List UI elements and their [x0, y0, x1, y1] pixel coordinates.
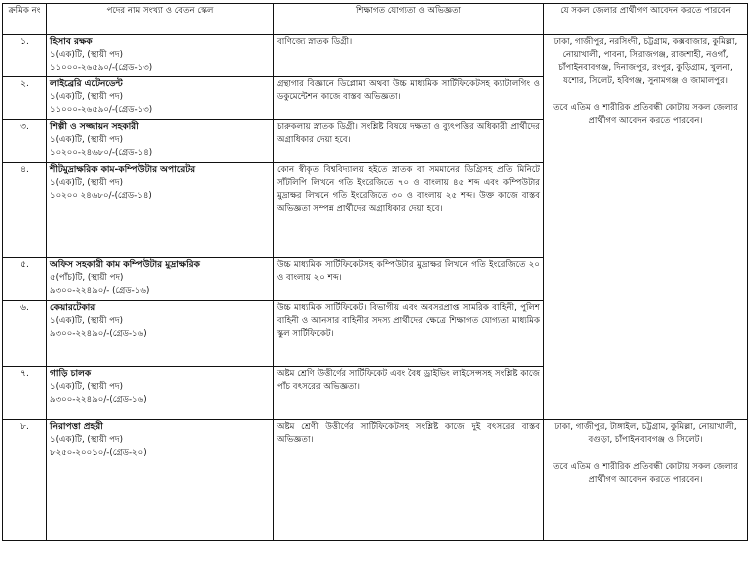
- qualification-cell: গ্রন্থাগার বিজ্ঞানে ডিপ্লোমা অথবা উচ্চ মাধ্যমিক সার্টিফিকেটসহ ক্যাটালগিং ও ডকুমেন্টেশন কাজে বাস্তব অভিজ্ঞতা।: [274, 77, 544, 120]
- pay-scale: ৮২৫০-২০০১০/-(গ্রেড-২০): [50, 448, 147, 458]
- post-cell: [47, 301, 274, 367]
- header-districts: যে সকল জেলার প্রার্থীগণ আবেদন করতে পারবেন: [544, 4, 748, 35]
- serial-cell: ৫.: [3, 258, 47, 301]
- qualification-cell: অষ্টম শ্রেণী উত্তীর্ণের সার্টিফিকেটসহ সংশ্লিষ্ট কাজে দুই বৎসরের বাস্তব অভিজ্ঞতা।: [274, 420, 544, 541]
- post-count: ১(এক)টি, (স্থায়ী পদ): [50, 382, 123, 392]
- serial-cell: ১.: [3, 35, 47, 77]
- post-count: ১(এক)টি, (স্থায়ী পদ): [50, 50, 123, 60]
- district-list: ঢাকা, গাজীপুর, টাঙ্গাইল, চট্টগ্রাম, কুমিল্লা, নোয়াখালী, বগুড়া, চাঁপাইনবাবগঞ্জ ও সিলেট।: [554, 422, 737, 445]
- district-cell-group-2: [544, 420, 748, 541]
- serial-cell: ৬.: [3, 301, 47, 367]
- district-list: ঢাকা, গাজীপুর, নরসিংদী, চট্টগ্রাম, কক্সবাজার, কুমিল্লা, নোয়াখালী, পাবনা, সিরাজগঞ্জ, রাজশাহী, নওগাঁ, চাঁপাইনবাবগঞ্জ, দিনাজপুর, রংপুর, কুড়িগ্রাম, খুলনা, যশোর, সিলেট, হবিগঞ্জ, সুনামগঞ্জ ও জামালপুর।: [553, 37, 738, 86]
- post-count: ১(এক)টি, (স্থায়ী পদ): [50, 435, 123, 445]
- post-cell: [47, 77, 274, 120]
- post-title: অফিস সহকারী কাম কম্পিউটার মুদ্রাক্ষরিক: [50, 260, 200, 270]
- qualification-cell: চারুকলায় স্নাতক ডিগ্রী। সংশ্লিষ্ট বিষয়ে দক্ষতা ও ব্যুৎপত্তির অধিকারী প্রার্থীদের অগ্রাধিকার দেয়া হবে।: [274, 120, 544, 163]
- post-count: ১(এক)টি, (স্থায়ী পদ): [50, 178, 123, 188]
- district-cell-group-1: [544, 35, 748, 420]
- serial-cell: ৮.: [3, 420, 47, 541]
- serial-cell: ৪.: [3, 163, 47, 258]
- post-cell: [47, 420, 274, 541]
- job-vacancy-table: [2, 3, 748, 541]
- post-count: ১(এক)টি, (স্থায়ী পদ): [50, 92, 123, 102]
- post-count: ১(এক)টি, (স্থায়ী পদ): [50, 316, 123, 326]
- table-row: [3, 35, 748, 77]
- post-cell: [47, 120, 274, 163]
- serial-cell: ২.: [3, 77, 47, 120]
- serial-cell: ৭.: [3, 367, 47, 420]
- pay-scale: ১১০০০-২৬৫৯০/-(গ্রেড-১৩): [50, 105, 153, 115]
- qualification-cell: অষ্টম শ্রেণি উত্তীর্ণের সার্টিফিকেট এবং বৈধ ড্রাইভিং লাইসেন্সসহ সংশ্লিষ্ট কাজে পাঁচ বৎসরের অভিজ্ঞতা।: [274, 367, 544, 420]
- post-title: শিল্পী ও সজ্জায়ন সহকারী: [50, 122, 139, 132]
- post-title: লাইব্রেরি এটেনডেন্ট: [50, 79, 123, 89]
- quota-note: তবে এতিম ও শারীরিক প্রতিবন্ধী কোটায় সকল জেলার প্রার্থীগণ আবেদন করতে পারবেন।: [553, 462, 738, 485]
- post-cell: [47, 35, 274, 77]
- post-title: গাড়ি চালক: [50, 369, 92, 379]
- pay-scale: ৯৩০০-২২৪৯০/-(গ্রেড-১৬): [50, 329, 147, 339]
- pay-scale: ৯৩০০-২২৪৯০/-(গ্রেড-১৬): [50, 395, 147, 405]
- pay-scale: ১০২০০ ২৪৬৮০/-(গ্রেড-১৪): [50, 191, 152, 201]
- qualification-cell: উচ্চ মাধ্যমিক সার্টিফিকেট। বিভাগীয় এবং অবসরপ্রাপ্ত সামরিক বাহিনী, পুলিশ বাহিনী ও আনসার বাহিনীর সদস্য প্রার্থীদের ক্ষেত্রে শিক্ষাগত যোগ্যতা মাধ্যমিক স্কুল সার্টিফিকেট।: [274, 301, 544, 367]
- post-title: শীটমুদ্রাক্ষরিক কাম-কম্পিউটার অপারেটর: [50, 165, 196, 175]
- header-qualification: শিক্ষাগত যোগ্যতা ও অভিজ্ঞতা: [274, 4, 544, 35]
- pay-scale: ১০২০০-২৪৬৮০/-(গ্রেড-১৪): [50, 148, 153, 158]
- post-cell: [47, 258, 274, 301]
- post-title: কেয়ারটেকার: [50, 303, 96, 313]
- serial-cell: ৩.: [3, 120, 47, 163]
- quota-note: তবে এতিম ও শারীরিক প্রতিবন্ধী কোটায় সকল জেলার প্রার্থীগণ আবেদন করতে পারবেন।: [553, 103, 738, 126]
- post-count: ৫(পাঁচ)টি, (স্থায়ী পদ): [50, 273, 124, 283]
- post-cell: [47, 367, 274, 420]
- table-header-row: [3, 4, 748, 35]
- post-cell: [47, 163, 274, 258]
- post-title: হিসাব রক্ষক: [50, 37, 93, 47]
- post-title: নিরাপত্তা প্রহরী: [50, 422, 103, 432]
- qualification-cell: উচ্চ মাধ্যমিক সার্টিফিকেটসহ কম্পিউটার মুদ্রাক্ষর লিখনে গতি ইংরেজিতে ২০ ও বাংলায় ২০ শব্দ।: [274, 258, 544, 301]
- header-post: পদের নাম সংখ্যা ও বেতন স্কেল: [47, 4, 274, 35]
- qualification-cell: বাণিজ্যে স্নাতক ডিগ্রী।: [274, 35, 544, 77]
- header-serial: ক্রমিক নং: [3, 4, 47, 35]
- pay-scale: ১১০০০-২৬৫৯০/-(গ্রেড-১৩): [50, 63, 153, 73]
- qualification-cell: কোন স্বীকৃত বিশ্ববিদ্যালয় হইতে স্নাতক বা সমমানের ডিগ্রিসহ প্রতি মিনিটে সাঁটলিপি লিখনে গতি ইংরেজিতে ৭০ ও বাংলায় ৪৫ শব্দ এবং কম্পিউটার মুদ্রাক্ষর লিখনে গতি ইংরেজিতে ৩০ ও বাংলায় ২৫ শব্দ। উক্ত কাজে বাস্তব অভিজ্ঞতা সম্পন্ন প্রার্থীদের অগ্রাধিকার দেয়া হবে।: [274, 163, 544, 258]
- pay-scale: ৯৩০০-২২৪৯০/- (গ্রেড-১৬): [50, 286, 150, 296]
- post-count: ১(এক)টি, (স্থায়ী পদ): [50, 135, 123, 145]
- table-row: [3, 420, 748, 541]
